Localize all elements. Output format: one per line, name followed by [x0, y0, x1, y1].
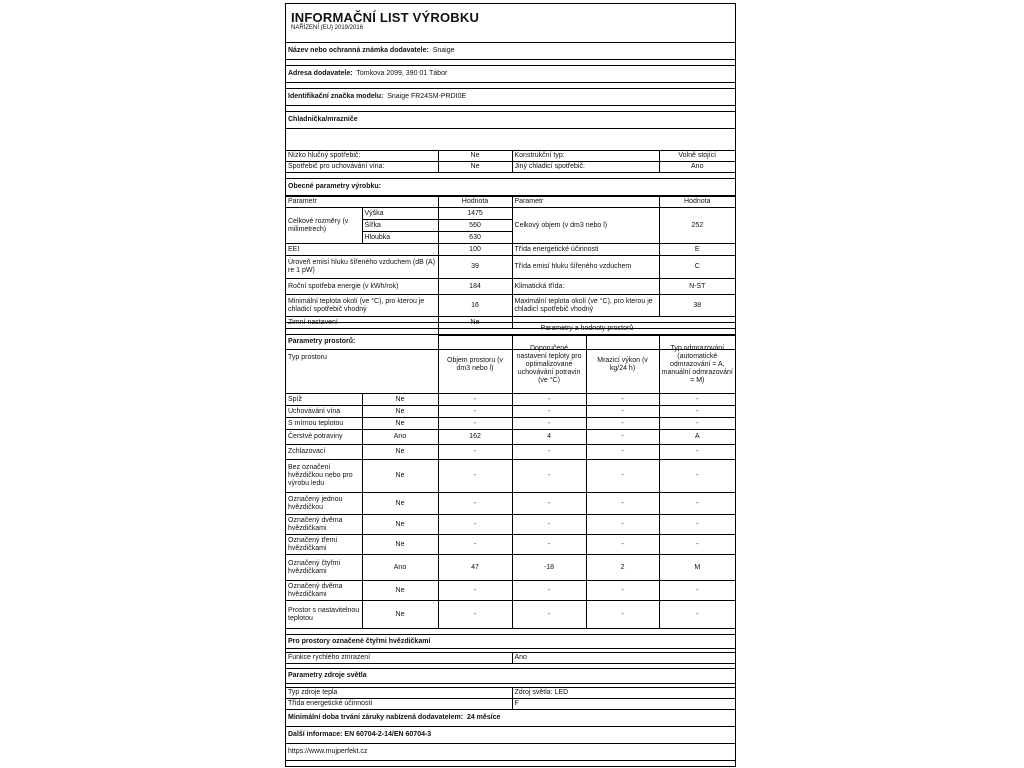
compartment-volume: - [438, 460, 512, 493]
height-label: Výška [362, 208, 438, 220]
volume-column-header: Objem prostoru (v dm3 nebo l) [438, 336, 512, 394]
compartment-present: Ne [362, 445, 438, 460]
compartment-defrost-type: - [659, 515, 735, 535]
low-noise-value: Ne [438, 151, 512, 162]
compartment-defrost-type: - [659, 394, 735, 406]
compartment-defrost-type: - [659, 493, 735, 515]
compartment-name: Čerstvé potraviny [286, 430, 362, 445]
noise-class-value: C [659, 256, 735, 279]
eei-value: 100 [438, 244, 512, 256]
additional-info-table [286, 634, 735, 761]
additional-info-value: EN 60704-2-14/EN 60704-3 [344, 731, 432, 738]
height-value: 1475 [438, 208, 512, 220]
compartment-name: Uchovávání vína [286, 406, 362, 418]
value-header: Hodnota [438, 197, 512, 208]
light-energy-class-value: F [512, 699, 735, 710]
compartment-temperature: - [512, 535, 586, 555]
compartment-freezing-capacity: - [586, 394, 659, 406]
general-parameters-heading: Obecné parametry výrobku: [286, 179, 735, 196]
compartment-volume: - [438, 515, 512, 535]
compartment-row [286, 430, 735, 445]
light-type-label: Typ zdroje tepla [286, 688, 512, 699]
climate-class-label: Klimatická třída: [512, 279, 659, 295]
compartment-volume: 162 [438, 430, 512, 445]
compartment-freezing-capacity: - [586, 445, 659, 460]
value-header-right: Hodnota [659, 197, 735, 208]
compartment-present: Ne [362, 535, 438, 555]
compartment-name: Označený dvěma hvězdičkami [286, 581, 362, 601]
total-volume-value: 252 [659, 208, 735, 244]
winter-setting-label: Zimní nastavení [286, 317, 438, 329]
compartment-volume: - [438, 394, 512, 406]
defrost-type-column-header: Typ odmrazování (automatické odmrazování = A, manuální odmrazování = M) [659, 336, 735, 394]
freezing-capacity-column-header: Mrazicí výkon (v kg/24 h) [586, 336, 659, 394]
width-label: Šířka [362, 220, 438, 232]
compartment-volume: - [438, 581, 512, 601]
compartment-present: Ne [362, 601, 438, 629]
website-link[interactable]: https://www.mujperfekt.cz [286, 744, 735, 761]
compartment-type-header: Typ prostoru [286, 323, 438, 394]
compartment-name: Označený dvěma hvězdičkami [286, 515, 362, 535]
depth-label: Hloubka [362, 232, 438, 244]
compartment-freezing-capacity: - [586, 581, 659, 601]
compartment-volume: - [438, 406, 512, 418]
compartment-temperature: - [512, 581, 586, 601]
compartment-row [286, 406, 735, 418]
compartment-name: Bez označení hvězdičkou nebo pro výrobu ledu [286, 460, 362, 493]
compartment-name: Zchlazovací [286, 445, 362, 460]
compartment-name: Prostor s nastavitelnou teplotou [286, 601, 362, 629]
design-type-value: Volně stojící [659, 151, 735, 162]
model-identifier-value: Snaige FR24SM-PRDI0E [387, 93, 467, 100]
light-energy-class-label: Třída energetické účinnosti [286, 699, 512, 710]
supplier-address-value: Tomkova 2099, 390 01 Tábor [356, 70, 448, 77]
compartment-defrost-type: - [659, 445, 735, 460]
max-ambient-temp-value: 38 [659, 295, 735, 317]
supplier-name-row [286, 43, 735, 60]
compartment-defrost-type: A [659, 430, 735, 445]
low-noise-label: Nízko hlučný spotřebič: [286, 151, 438, 162]
warranty-value: 24 měsíce [466, 714, 501, 721]
noise-class-label: Třída emisí hluku šířeného vzduchem [512, 256, 659, 279]
compartment-row [286, 418, 735, 430]
compartment-temperature: - [512, 460, 586, 493]
compartment-temperature: - [512, 515, 586, 535]
document-title: INFORMAČNÍ LIST VÝROBKU [291, 10, 480, 25]
compartment-volume: 47 [438, 555, 512, 581]
supplier-table [286, 42, 735, 129]
compartment-temperature: - [512, 406, 586, 418]
regulation-reference: NAŘÍZENÍ (EU) 2019/2016 [291, 25, 364, 31]
compartment-present: Ne [362, 406, 438, 418]
compartment-temperature: -18 [512, 555, 586, 581]
fast-freeze-label: Funkce rychlého zmrazení [286, 653, 512, 664]
compartment-freezing-capacity: - [586, 460, 659, 493]
compartment-temperature: - [512, 445, 586, 460]
compartment-present: Ne [362, 581, 438, 601]
additional-info-label: Další informace: [288, 731, 343, 738]
compartment-temperature: 4 [512, 430, 586, 445]
wine-storage-label: Spotřebič pro uchovávání vína: [286, 162, 438, 173]
width-value: 560 [438, 220, 512, 232]
wine-storage-value: Ne [438, 162, 512, 173]
compartment-parameters-table [286, 322, 735, 629]
climate-class-value: N-ST [659, 279, 735, 295]
compartment-defrost-type: - [659, 418, 735, 430]
compartment-volume: - [438, 445, 512, 460]
annual-energy-label: Roční spotřeba energie (v kWh/rok) [286, 279, 438, 295]
compartment-temperature: - [512, 418, 586, 430]
additional-info-row [286, 727, 735, 744]
compartment-freezing-capacity: - [586, 535, 659, 555]
compartment-defrost-type: - [659, 601, 735, 629]
compartment-defrost-type: - [659, 581, 735, 601]
light-type-value: Zdroj světla: LED [512, 688, 735, 699]
compartment-present: Ne [362, 493, 438, 515]
compartment-row [286, 394, 735, 406]
light-source-heading: Parametry zdroje světla [286, 669, 735, 684]
energy-class-label: Třída energetické účinnosti [512, 244, 659, 256]
four-star-heading: Pro prostory označené čtyřmi hvězdičkami [286, 635, 735, 649]
dimensions-label: Celkové rozměry (v milimetrech) [286, 208, 362, 244]
compartment-defrost-type: - [659, 406, 735, 418]
product-information-sheet [285, 3, 736, 767]
compartment-row [286, 535, 735, 555]
compartment-parameters-heading: Parametry prostorů: [286, 335, 735, 350]
compartment-row [286, 445, 735, 460]
compartment-volume: - [438, 493, 512, 515]
appliance-heading: Chladnička/mrazniče [286, 112, 735, 129]
compartment-name: Označený třemi hvězdičkami [286, 535, 362, 555]
compartment-freezing-capacity: - [586, 430, 659, 445]
compartment-present: Ne [362, 394, 438, 406]
warranty-label: Minimální doba trvání záruky nabízená dodavatelem: [288, 714, 464, 721]
min-ambient-temp-value: 16 [438, 295, 512, 317]
noise-emission-label: Úroveň emisí hluku šířeného vzduchem (dB (A) re 1 pW) [286, 256, 438, 279]
parameter-header-right: Parametr [512, 197, 659, 208]
compartment-freezing-capacity: - [586, 493, 659, 515]
min-ambient-temp-label: Minimální teplota okolí (ve °C), pro kterou je chladicí spotřebič vhodný [286, 295, 438, 317]
model-identifier-row [286, 89, 735, 106]
compartment-row [286, 555, 735, 581]
compartment-present: Ano [362, 555, 438, 581]
compartment-name: S mírnou teplotou [286, 418, 362, 430]
noise-emission-value: 39 [438, 256, 512, 279]
compartment-volume: - [438, 418, 512, 430]
compartment-volume: - [438, 535, 512, 555]
compartment-present: Ne [362, 460, 438, 493]
other-appliance-value: Ano [659, 162, 735, 173]
fast-freeze-value: Ano [512, 653, 735, 664]
compartment-name: Spíž [286, 394, 362, 406]
total-volume-label: Celkový objem (v dm3 nebo l) [512, 208, 659, 244]
warranty-row [286, 710, 735, 727]
compartment-temperature: - [512, 394, 586, 406]
compartment-freezing-capacity: 2 [586, 555, 659, 581]
compartment-row [286, 515, 735, 535]
appliance-type-table [286, 150, 735, 196]
compartment-present: Ne [362, 515, 438, 535]
energy-class-value: E [659, 244, 735, 256]
compartment-row [286, 581, 735, 601]
compartment-temperature: - [512, 493, 586, 515]
eei-label: EEI [286, 244, 438, 256]
compartment-defrost-type: - [659, 535, 735, 555]
compartment-row [286, 460, 735, 493]
compartment-row [286, 601, 735, 629]
compartment-freezing-capacity: - [586, 515, 659, 535]
compartment-temperature: - [512, 601, 586, 629]
compartment-volume: - [438, 601, 512, 629]
temperature-column-header: Doporučené nastavení teploty pro optimalizované uchovávání potravin (ve °C) [512, 336, 586, 394]
parameter-header: Parametr [286, 197, 438, 208]
other-appliance-label: Jiný chladicí spotřebič: [512, 162, 659, 173]
compartment-present: Ne [362, 418, 438, 430]
compartment-name: Označený čtyřmi hvězdičkami [286, 555, 362, 581]
max-ambient-temp-label: Maximální teplota okolí (ve °C), pro kterou je chladicí spotřebič vhodný [512, 295, 659, 317]
compartment-defrost-type: - [659, 460, 735, 493]
compartment-present: Ano [362, 430, 438, 445]
supplier-address-row [286, 66, 735, 83]
compartment-freezing-capacity: - [586, 406, 659, 418]
compartment-defrost-type: M [659, 555, 735, 581]
supplier-name-value: Snaige [432, 47, 455, 54]
supplier-address-label: Adresa dodavatele: [288, 70, 353, 77]
compartment-freezing-capacity: - [586, 601, 659, 629]
model-identifier-label: Identifikační značka modelu: [288, 93, 384, 100]
supplier-name-label: Název nebo ochranná známka dodavatele: [288, 47, 429, 54]
depth-value: 630 [438, 232, 512, 244]
compartment-row [286, 493, 735, 515]
compartment-parameters-group-header: Parametry a hodnoty prostorů [438, 323, 735, 336]
sheet-header [286, 4, 735, 43]
annual-energy-value: 184 [438, 279, 512, 295]
compartment-name: Označený jednou hvězdičkou [286, 493, 362, 515]
design-type-label: Konstrukční typ: [512, 151, 659, 162]
compartment-freezing-capacity: - [586, 418, 659, 430]
winter-setting-value: Ne [438, 317, 512, 329]
